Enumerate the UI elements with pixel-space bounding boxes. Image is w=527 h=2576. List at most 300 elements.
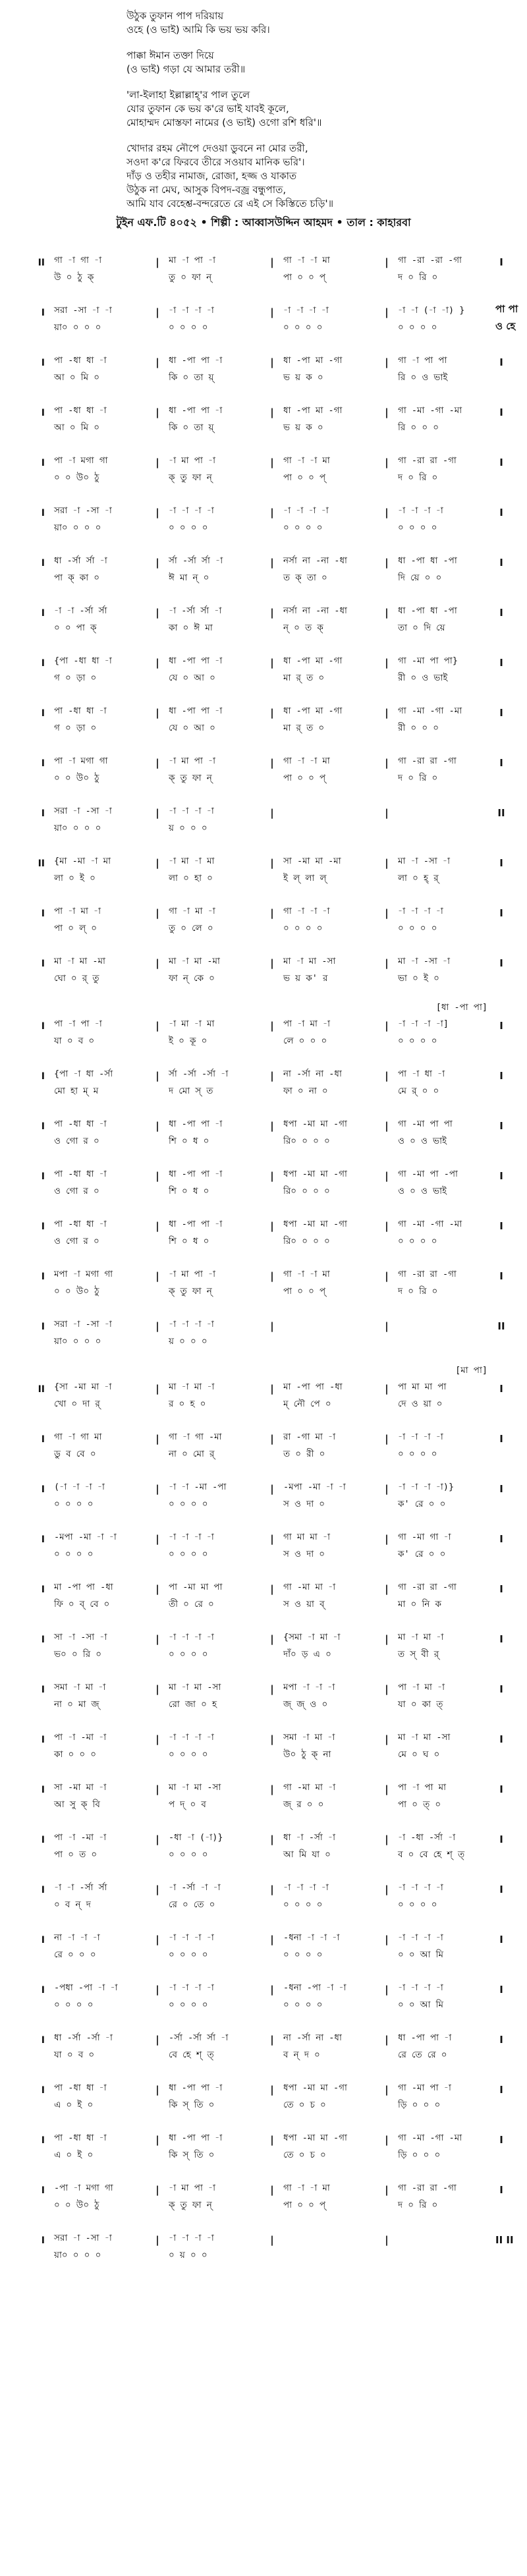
swara-cell: মা -া মা -া	[398, 1632, 444, 1642]
swara-cell: গা -রা রা -গা	[398, 756, 457, 766]
syllable-cell: রে ০ তে ০	[169, 1899, 215, 1910]
syllable-cell: রি ০ ০ ০	[398, 422, 439, 433]
syllable-cell: ০ ০ আ মি	[398, 2000, 444, 2010]
swara-cell: পা -া -মা -া	[54, 1732, 107, 1743]
swara-row	[26, 551, 507, 569]
swara-cell: -া -া -া -া	[169, 2233, 214, 2243]
syllable-cell: ০ ০ আ মি	[398, 1949, 444, 1960]
swara-row	[26, 401, 507, 418]
bar-divider: |	[155, 857, 159, 869]
bar-marker: I	[41, 2085, 45, 2096]
syllable-cell: কা ০ ঈ মা	[169, 623, 213, 633]
bar-divider: |	[385, 1383, 389, 1395]
bar-divider: |	[385, 256, 389, 268]
notation-line	[26, 1728, 507, 1776]
notation-line	[26, 1115, 507, 1163]
syllable-cell: রি০ ০ ০ ০	[283, 1186, 330, 1196]
syllable-cell: পা ০ ত ০	[54, 1849, 97, 1860]
bar-divider: |	[155, 1884, 159, 1895]
bar-end: I	[499, 657, 503, 669]
syllable-cell: ফা ০ না ০	[283, 1086, 328, 1096]
bar-divider: |	[270, 707, 274, 719]
notation-line	[26, 2029, 507, 2077]
swara-cell: মপা -া মগা গা	[54, 1269, 113, 1279]
bar-divider: |	[385, 457, 389, 468]
syllable-cell: ০ ০ ০ ০	[54, 1549, 94, 1559]
swara-cell: ধা -পা পা -া	[169, 355, 223, 366]
bar-divider: |	[155, 2134, 159, 2146]
bar-divider: |	[385, 1070, 389, 1082]
lyric-syllable-row	[26, 1082, 507, 1099]
swara-cell: মপা -া -া -া	[283, 1682, 335, 1693]
swara-cell: গা -া -া -া	[283, 906, 330, 916]
swara-cell: ধা -পা পা -া	[398, 2032, 452, 2043]
bar-marker: I	[41, 909, 45, 919]
swara-cell: -া মা পা -া	[169, 455, 216, 466]
swara-cell: -া -া -া -া	[398, 1882, 443, 1893]
lyric-syllable-row	[26, 1946, 507, 1963]
notation-line	[26, 602, 507, 650]
lyric-syllable-row	[26, 1845, 507, 1862]
notation-line	[26, 2079, 507, 2127]
notation-line	[26, 251, 507, 299]
bar-end: I	[499, 1020, 503, 1032]
bar-divider: |	[155, 2034, 159, 2046]
swara-row	[26, 1928, 507, 1946]
lyric-syllable-row	[26, 2146, 507, 2163]
swara-cell: গা -রা রা -গা	[398, 455, 457, 466]
syllable-cell: মে র্ ০ ০	[398, 1086, 439, 1096]
syllable-cell: পা ০ ০ প্	[283, 773, 326, 783]
swara-row	[26, 852, 507, 869]
bar-divider: |	[385, 607, 389, 619]
swara-row	[26, 1528, 507, 1545]
syllable-cell: কি স্ তি ০	[169, 2150, 215, 2160]
swara-cell: না -র্সা না -ধা	[283, 1069, 342, 1079]
swara-row	[26, 451, 507, 468]
syllable-cell: ০ ০ ০ ০	[169, 1749, 208, 1760]
swara-cell: {সমা -া মা -া	[283, 1632, 341, 1642]
lyric-syllable-row	[26, 1032, 507, 1049]
syllable-cell: না ০ মা জ্	[54, 1699, 99, 1710]
bar-marker: II	[38, 858, 45, 869]
swara-cell: পা -ধা ধা -া	[54, 1119, 107, 1129]
bar-divider: |	[270, 1270, 274, 1282]
swara-cell: পা -া মগা গা	[54, 455, 108, 466]
syllable-cell: য়া০ ০ ০ ০	[54, 322, 101, 333]
bar-marker: I	[41, 1434, 45, 1445]
bar-marker: I	[41, 959, 45, 969]
syllable-cell: লা ০ হা ০	[169, 873, 213, 883]
syllable-cell: দ ০ রি ০	[398, 272, 438, 283]
swara-cell: -ধা -া (-া)}	[169, 1832, 223, 1843]
syllable-cell: র ০ হ ০	[169, 1399, 206, 1409]
swara-cell: -মপা -মা -া -া	[283, 1482, 346, 1492]
swara-cell: {সা -মা মা -া	[54, 1382, 112, 1392]
syllable-cell: ও ০ ও ভাই	[398, 1136, 447, 1146]
syllable-cell: গ ০ ড়া ০	[54, 723, 97, 733]
lyric-syllable-row	[26, 2046, 507, 2063]
swara-row	[26, 752, 507, 769]
syllable-cell: যা ০ কা ত্	[398, 1699, 443, 1710]
syllable-cell: দ ০ রি ০	[398, 472, 438, 483]
swara-cell: গা -া গা -া	[54, 255, 102, 266]
notation-line	[26, 1778, 507, 1826]
swara-cell: ধা -পা মা -গা	[283, 355, 343, 366]
swara-row	[26, 1628, 507, 1645]
swara-cell: সরা -া -সা -া	[54, 806, 112, 816]
swara-cell: -ধনা -পা -া -া	[283, 1982, 347, 1993]
syllable-cell: ০ ০ উ০ ঠু	[54, 2200, 99, 2210]
swara-cell: -া -া -া -া	[398, 505, 443, 516]
swara-cell: পা -ধা ধা -া	[54, 2133, 107, 2143]
lyric-line: দাঁড় ও তহীর নামাজ, রোজা, হজ্জ ও যাকাত	[126, 170, 297, 182]
bar-marker: I	[41, 1322, 45, 1332]
swara-cell: পা -া মা -া	[54, 906, 101, 916]
swara-cell: সরা -া -সা -া	[54, 2233, 112, 2243]
bar-divider: |	[270, 2134, 274, 2146]
bar-divider: |	[270, 657, 274, 669]
lyric-line: উঠুক তুফান পাপ দরিয়ায়	[126, 10, 224, 22]
notation-line	[26, 1315, 507, 1363]
swara-cell: ধা -র্সা র্সা -া	[54, 555, 107, 566]
swara-cell: রা -গা মা -া	[283, 1432, 336, 1442]
lyric-syllable-row	[26, 1595, 507, 1612]
lyric-syllable-row	[26, 819, 507, 836]
lyric-syllable-row	[26, 1182, 507, 1199]
syllable-cell: দ ০ রি ০	[398, 1286, 438, 1297]
swara-cell: সরা -া -সা -া	[54, 1319, 112, 1330]
bar-divider: |	[155, 757, 159, 769]
bar-divider: |	[155, 1733, 159, 1745]
bar-end: I	[499, 457, 503, 468]
swara-cell: -া -া -া -া	[169, 505, 214, 516]
syllable-cell: ই ল্ লা ল্	[283, 873, 327, 883]
swara-cell: -ধনা -া -া -া	[283, 1932, 340, 1943]
syllable-cell: দাঁ০ ড় এ ০	[283, 1649, 331, 1660]
syllable-cell: দে ও য়া ০	[398, 1399, 443, 1409]
syllable-cell: পা ০ ল্ ০	[54, 923, 97, 934]
swara-cell: ধা -পা পা -া	[169, 1169, 223, 1179]
syllable-cell: উ ০ ঠু ক্	[54, 272, 94, 283]
notation-line	[26, 1428, 507, 1476]
syllable-cell: য় ০ ০ ০	[169, 1336, 208, 1347]
bar-end: II	[497, 807, 505, 819]
bar-divider: |	[270, 1583, 274, 1595]
bar-divider: |	[155, 356, 159, 368]
syllable-cell: য়া০ ০ ০ ০	[54, 823, 101, 833]
syllable-cell: তু ০ লে ০	[169, 923, 213, 934]
swara-cell: -া -র্সা র্সা -া	[169, 605, 222, 616]
bar-marker: I	[41, 1221, 45, 1232]
swara-cell: পা -া মা -া	[398, 1682, 445, 1693]
bar-divider: |	[270, 907, 274, 919]
swara-row	[26, 501, 507, 518]
notation-line	[26, 652, 507, 700]
syllable-cell: প দ্ ০ ব	[169, 1799, 206, 1810]
syllable-cell: মা ০ নি ক	[398, 1599, 441, 1610]
bar-end: I	[499, 1220, 503, 1232]
bar-marker: II	[38, 258, 45, 268]
lyric-syllable-row	[26, 1282, 507, 1299]
lyric-syllable-row	[26, 1445, 507, 1462]
swara-row	[26, 802, 507, 819]
bar-divider: |	[385, 1220, 389, 1232]
bar-marker: I	[41, 1484, 45, 1495]
syllable-cell: ও গো র ০	[54, 1136, 99, 1146]
bar-divider: |	[385, 2034, 389, 2046]
syllable-cell: স ও দা ০	[283, 1549, 325, 1559]
swara-cell: পা -ধা ধা -া	[54, 1169, 107, 1179]
notation-line	[26, 1065, 507, 1113]
bar-end: I	[499, 2184, 503, 2196]
notation-line	[26, 1165, 507, 1213]
swara-cell: গা -রা রা -গা	[398, 1269, 457, 1279]
bar-end: I	[499, 1070, 503, 1082]
bar-divider: |	[270, 1170, 274, 1182]
swara-cell: ধপা -মা মা -গা	[283, 1169, 347, 1179]
syllable-cell: ০ ০ ০ ০	[283, 522, 323, 533]
syllable-cell: ভ য় ক' র	[283, 973, 328, 984]
bar-divider: |	[385, 1583, 389, 1595]
swara-cell: সা -া -সা -া	[54, 1632, 107, 1642]
bar-divider: |	[155, 607, 159, 619]
bar-divider: |	[155, 1220, 159, 1232]
bar-divider: |	[270, 607, 274, 619]
swara-cell: পা -া মগা গা	[54, 756, 108, 766]
bar-divider: |	[155, 1383, 159, 1395]
bar-divider: |	[385, 1483, 389, 1495]
swara-row	[26, 1478, 507, 1495]
syllable-cell: ত ০ রী ০	[283, 1449, 325, 1459]
bar-divider: |	[270, 1070, 274, 1082]
swara-cell: ধা -পা পা -া	[169, 656, 223, 666]
swara-cell: -া -ধা -র্সা -া	[398, 1832, 456, 1843]
bar-divider: |	[155, 557, 159, 569]
bar-divider: |	[155, 1533, 159, 1545]
swara-cell: ধা -পা পা -া	[169, 2083, 223, 2093]
swara-row	[26, 1828, 507, 1845]
swara-cell: পা -া পা -া	[54, 1019, 102, 1029]
swara-cell: -া -া -া -া	[169, 1982, 214, 1993]
syllable-cell: ০ ০ ০ ০	[283, 1899, 323, 1910]
swara-cell: পা -ধা ধা -া	[54, 405, 107, 416]
swara-row	[26, 1165, 507, 1182]
bar-divider: |	[155, 1433, 159, 1445]
syllable-cell: রী ০ ০ ০	[398, 723, 439, 733]
bar-marker: I	[41, 808, 45, 819]
swara-cell: ধপা -মা মা -গা	[283, 1219, 347, 1229]
bar-divider: |	[155, 1320, 159, 1332]
bar-divider: |	[385, 957, 389, 969]
syllable-cell: দ ০ রি ০	[398, 773, 438, 783]
syllable-cell: ০ ০ ০ ০	[54, 2000, 94, 2010]
syllable-cell: তী ০ রে ০	[169, 1599, 214, 1610]
syllable-cell: ০ ০ ০ ০	[283, 923, 323, 934]
swara-cell: -া -া -া -া	[398, 906, 443, 916]
syllable-cell: কি ০ তা য়্	[169, 422, 214, 433]
notation-line	[26, 1928, 507, 1976]
syllable-cell: ০ ০ ০ ০	[283, 2000, 323, 2010]
bar-divider: |	[385, 557, 389, 569]
notation	[26, 249, 518, 2277]
bar-end: I	[499, 1633, 503, 1645]
syllable-cell: ড়ি ০ ০ ০	[398, 2100, 441, 2110]
bar-end: I	[499, 1683, 503, 1695]
bar-end: I	[499, 1783, 503, 1795]
bar-divider: |	[385, 907, 389, 919]
syllable-cell: রী ০ ও ভাই	[398, 673, 448, 683]
notation-line	[26, 451, 507, 499]
lyric-syllable-row	[26, 619, 507, 636]
swara-cell: গা -মা গা -া	[398, 1532, 451, 1542]
bar-divider: |	[385, 2234, 389, 2246]
syllable-cell: ০ ০ পা ক্	[54, 623, 97, 633]
syllable-cell: ক্ তু ফা ন্	[169, 472, 212, 483]
notation-line	[26, 1478, 507, 1526]
bar-divider: |	[385, 2134, 389, 2146]
syllable-cell: তে ০ চ ০	[283, 2100, 326, 2110]
syllable-cell: বে হে শ্ ত্	[169, 2050, 214, 2060]
bar-marker: I	[41, 408, 45, 418]
bar-end: I	[499, 857, 503, 869]
swara-row	[26, 351, 507, 368]
swara-cell: গা -া গা -মা	[169, 1432, 222, 1442]
swara-cell: সমা -া মা -া	[54, 1682, 106, 1693]
bar-end: পা পা	[495, 303, 518, 315]
swara-cell: গা মা মা -া	[283, 1532, 331, 1542]
syllable-cell: পা ০ ০ প্	[283, 2200, 326, 2210]
syllable-cell: ক' রে ০ ০	[398, 1499, 446, 1509]
syllable-cell: ড়ি ০ ০ ০	[398, 2150, 441, 2160]
lyric-line: 'লা-ইলাহা ইল্লাল্লাহ্'র পাল তুলে	[126, 89, 250, 101]
syllable-cell: ০ ০ ০ ০	[169, 522, 208, 533]
swara-cell: ধা -পা মা -গা	[283, 405, 343, 416]
bar-marker: I	[41, 1171, 45, 1182]
swara-cell: গা -রা রা -গা	[398, 1582, 457, 1592]
bar-divider: |	[385, 1270, 389, 1282]
swara-cell: গা -মা -গা -মা	[398, 706, 462, 716]
bar-marker: I	[41, 508, 45, 518]
lyric-stanza	[126, 9, 495, 37]
syllable-cell: ০ ০ ০ ০	[283, 322, 323, 333]
swara-cell: গা -মা পা -া	[398, 2083, 451, 2093]
bar-end: I	[499, 256, 503, 268]
bar-divider: |	[385, 1020, 389, 1032]
swara-row	[26, 2029, 507, 2046]
syllable-cell: শি ০ ধ ০	[169, 1236, 209, 1246]
lyric-line: ওহে (ও ভাই) আমি কি ভয় ভয় করি।	[126, 24, 270, 36]
syllable-cell: ঘো ০ র্ তু	[54, 973, 99, 984]
syllable-cell: ০ ০ ০ ০	[283, 1949, 323, 1960]
bar-end: II	[497, 1320, 505, 1332]
bar-divider: |	[385, 657, 389, 669]
bar-end: I	[499, 356, 503, 368]
bar-marker: I	[41, 1985, 45, 1996]
bar-end: I	[499, 557, 503, 569]
lyric-syllable-row	[26, 368, 507, 385]
syllable-cell: ০ ০ ০ ০	[169, 1849, 208, 1860]
bar-divider: |	[155, 256, 159, 268]
syllable-cell: আ ০ মি ০	[54, 372, 100, 383]
bar-divider: |	[385, 1884, 389, 1895]
notation-line	[26, 752, 507, 800]
swara-cell: পা -ধা ধা -া	[54, 706, 107, 716]
syllable-cell: ০ ০ উ০ ঠু	[54, 472, 99, 483]
notation-line	[26, 2129, 507, 2177]
bar-divider: |	[155, 707, 159, 719]
lyric-syllable-row	[26, 719, 507, 736]
bar-end: II II	[495, 2234, 514, 2246]
swara-row	[26, 1978, 507, 1996]
syllable-cell: মা র্ ত ০	[283, 673, 325, 683]
bar-end: I	[499, 1533, 503, 1545]
lyric-syllable-row	[26, 569, 507, 586]
syllable-cell: জ্ র ০ ০	[283, 1799, 324, 1810]
notation-extra: [মা পা]	[455, 1365, 487, 1376]
swara-cell: -া -া -া -া	[169, 1632, 214, 1642]
bar-end: I	[499, 1733, 503, 1745]
swara-cell: গা -রা -রা -গা	[398, 255, 462, 266]
bar-divider: |	[270, 1383, 274, 1395]
bar-divider: |	[270, 1483, 274, 1495]
bar-divider: |	[385, 1834, 389, 1845]
notation-line	[26, 702, 507, 750]
swara-cell: -া -া (-া -া) }	[398, 305, 465, 316]
notation-line	[26, 802, 507, 850]
bar-end: I	[499, 607, 503, 619]
notation-line	[26, 1678, 507, 1726]
syllable-cell: পা ক্ কা ০	[54, 573, 100, 583]
bar-end: I	[499, 1834, 503, 1845]
swara-row	[26, 1878, 507, 1895]
lyric-stanza	[126, 88, 495, 130]
bar-divider: |	[270, 256, 274, 268]
bar-end: I	[499, 1120, 503, 1132]
bar-marker: I	[41, 658, 45, 669]
syllable-cell: স ও য়া ব্	[283, 1599, 325, 1610]
syllable-cell: ০ য় ০ ০	[169, 2250, 208, 2260]
lyric-syllable-row	[26, 268, 507, 285]
syllable-cell: ক' রে ০ ০	[398, 1549, 446, 1559]
bar-divider: |	[385, 1783, 389, 1795]
swara-cell: -পধা -পা -া -া	[54, 1982, 118, 1993]
swara-cell: পা -া ধা -া	[398, 1069, 445, 1079]
notation-line	[26, 902, 507, 950]
swara-cell: না -র্সা না -ধা	[283, 2032, 342, 2043]
swara-row	[26, 2129, 507, 2146]
lyric-line: আমি যাব বেহেশ্ত-বন্দরেতে রে এই সে কিস্তিতে চড়ি'॥	[126, 198, 334, 210]
swara-cell: সা -মা মা -মা	[283, 856, 341, 866]
bar-marker: I	[41, 1021, 45, 1032]
syllable-cell: জ্ জ্ ও ০	[283, 1699, 328, 1710]
lyric-line: সওদা ক'রে ফিরবে তীরে সওয়াব মানিক ভরি'।	[126, 156, 305, 168]
bar-divider: |	[155, 1120, 159, 1132]
syllable-cell: দ ০ রি ০	[398, 2200, 438, 2210]
swara-cell: -া -া -া -া	[169, 806, 214, 816]
bar-marker: I	[41, 308, 45, 318]
swara-cell: -া -া -মা -পা	[169, 1482, 227, 1492]
notation-line	[26, 2179, 507, 2227]
swara-cell: গা -া গা মা	[54, 1432, 102, 1442]
swara-cell: -া মা -া মা	[169, 856, 215, 866]
syllable-cell: ভ য় ক ০	[283, 372, 323, 383]
swara-cell: -র্সা -র্সা র্সা -া	[169, 2032, 229, 2043]
swara-row	[26, 1315, 507, 1332]
swara-cell: ধা -পা মা -গা	[283, 706, 343, 716]
swara-cell: গা -া -া মা	[283, 756, 330, 766]
bar-divider: |	[385, 1433, 389, 1445]
